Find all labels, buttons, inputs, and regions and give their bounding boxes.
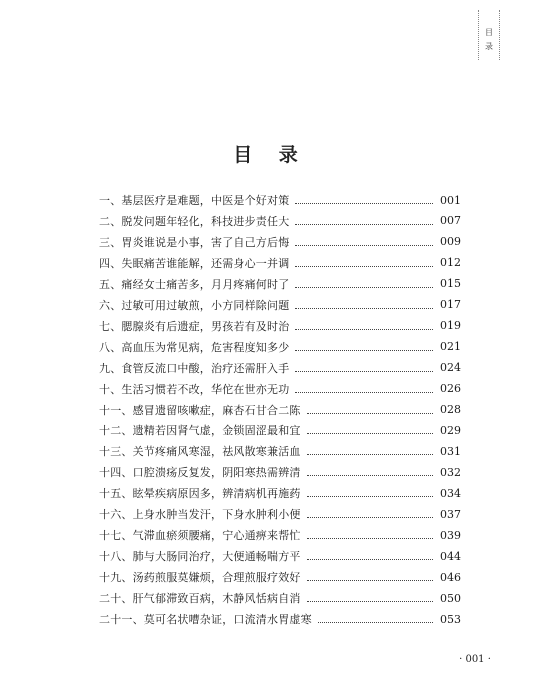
toc-entry[interactable] [99, 232, 461, 252]
toc-entry-title: 十八、肺与大肠同治疗，大便通畅喘方平 [99, 550, 301, 564]
toc-entry-title: 三、胃炎谁说是小事，害了自己方后悔 [99, 235, 290, 249]
toc-entry[interactable] [99, 441, 461, 461]
toc-leader-dots [307, 579, 433, 581]
toc-leader-dots [295, 202, 433, 204]
toc-entry-title: 二十一、莫可名状嘈杂证，口流清水胃虚寒 [99, 613, 312, 626]
toc-entry[interactable] [99, 588, 461, 608]
toc-entry[interactable] [99, 358, 461, 378]
toc-entry-page: 044 [440, 549, 461, 563]
toc-entry[interactable] [99, 420, 461, 440]
toc-leader-dots [295, 223, 433, 225]
toc-entry-title: 五、痛经女士痛苦多，月月疼痛何时了 [99, 277, 290, 291]
toc-entry-page: 015 [440, 277, 461, 291]
toc-entry[interactable] [99, 400, 461, 420]
toc-entry[interactable] [99, 211, 461, 231]
page-number: · 001 · [459, 654, 491, 665]
toc-entry-page: 039 [440, 528, 461, 542]
toc-entry-page: 032 [440, 465, 461, 479]
toc-entry-title: 七、腮腺炎有后遗症，男孩若有及时治 [99, 319, 290, 333]
toc-leader-dots [295, 244, 433, 246]
toc-entry-title: 九、食管反流口中酸，治疗还需肝入手 [99, 361, 290, 375]
toc-entry[interactable] [99, 295, 461, 315]
toc-leader-dots [295, 391, 433, 393]
toc-entry-title: 十三、关节疼痛风寒湿，祛风散寒兼活血 [99, 445, 301, 459]
toc-leader-dots [307, 453, 433, 455]
toc-entry-title: 十九、汤药煎服莫嫌烦，合理煎服疗效好 [99, 571, 301, 585]
toc-entry-page: 001 [440, 193, 461, 207]
toc-entry-page: 012 [440, 256, 461, 270]
toc-entry-page: 019 [440, 319, 461, 333]
toc-leader-dots [307, 516, 433, 518]
toc-entry[interactable] [99, 190, 461, 210]
toc-entry-title: 十四、口腔溃疡反复发，阴阳寒热需辨清 [99, 466, 301, 480]
toc-entry-title: 十五、眩晕疾病原因多，辨清病机再施药 [99, 487, 301, 501]
toc-leader-dots [295, 265, 433, 267]
toc-entry-page: 031 [440, 444, 461, 458]
toc-leader-dots [295, 349, 433, 351]
toc-entry-page: 007 [440, 214, 461, 228]
toc-leader-dots [295, 286, 433, 288]
toc-leader-dots [295, 370, 433, 372]
toc-entry-title: 十二、遗精若因肾气虚，金锁固涩最和宜 [99, 424, 301, 438]
toc-entry-page: 037 [440, 507, 461, 521]
toc-entry[interactable] [99, 337, 461, 357]
toc-entry[interactable] [99, 483, 461, 503]
toc-entry-page: 009 [440, 235, 461, 249]
toc-leader-dots [307, 474, 433, 476]
toc-entry[interactable] [99, 379, 461, 399]
toc-entry-page: 029 [440, 423, 461, 437]
toc-entry[interactable] [99, 253, 461, 273]
toc-entry[interactable] [99, 462, 461, 482]
toc-entry-page: 021 [440, 340, 461, 354]
toc-leader-dots [307, 412, 433, 414]
toc-leader-dots [295, 307, 433, 309]
toc-entry-title: 十七、气滞血瘀须腰痛，宁心通痹来帮忙 [99, 529, 301, 543]
toc-leader-dots [307, 558, 433, 560]
toc-entry[interactable] [99, 316, 461, 336]
toc-entry-page: 028 [440, 403, 461, 416]
toc-entry[interactable] [99, 274, 461, 294]
toc-leader-dots [307, 600, 433, 602]
toc-entry-page: 034 [440, 486, 461, 500]
toc-entry[interactable] [99, 546, 461, 566]
toc-entry-page: 024 [440, 361, 461, 375]
toc-leader-dots [318, 621, 433, 623]
side-tab-char: 录 [485, 42, 493, 51]
toc-entry-title: 六、过敏可用过敏煎，小方同样除问题 [99, 298, 290, 312]
toc-entry[interactable] [99, 567, 461, 587]
toc-entry-title: 一、基层医疗是难题，中医是个好对策 [99, 194, 290, 207]
toc-entry-page: 026 [440, 382, 461, 396]
toc-leader-dots [295, 328, 433, 330]
toc-entry-page: 046 [440, 570, 461, 584]
toc-entry[interactable] [99, 525, 461, 545]
toc-entry-page: 053 [440, 612, 461, 626]
toc-entry[interactable] [99, 609, 461, 629]
side-chapter-tab [478, 10, 500, 60]
toc-entry-title: 十、生活习惯若不改，华佗在世亦无功 [99, 382, 290, 396]
toc-entry-page: 017 [440, 298, 461, 312]
toc-entry-title: 二、脱发问题年轻化，科技进步责任大 [99, 214, 290, 228]
toc-leader-dots [307, 495, 433, 497]
toc-entry-page: 050 [440, 591, 461, 605]
page-title: 目 录 [233, 144, 308, 166]
toc-entry-title: 十一、感冒遗留咳嗽症，麻杏石甘合二陈 [99, 403, 301, 417]
toc-entry-title: 八、高血压为常见病，危害程度知多少 [99, 340, 290, 354]
toc-leader-dots [307, 432, 433, 434]
toc-entry-title: 四、失眠痛苦谁能解，还需身心一并调 [99, 256, 290, 270]
toc-entry-title: 十六、上身水肿当发汗，下身水肿利小便 [99, 508, 301, 522]
toc-entry[interactable] [99, 504, 461, 524]
side-tab-char: 目 [485, 28, 493, 37]
toc-entry-title: 二十、肝气郁滞致百病，木静风恬病自消 [99, 592, 301, 606]
toc-leader-dots [307, 537, 433, 539]
